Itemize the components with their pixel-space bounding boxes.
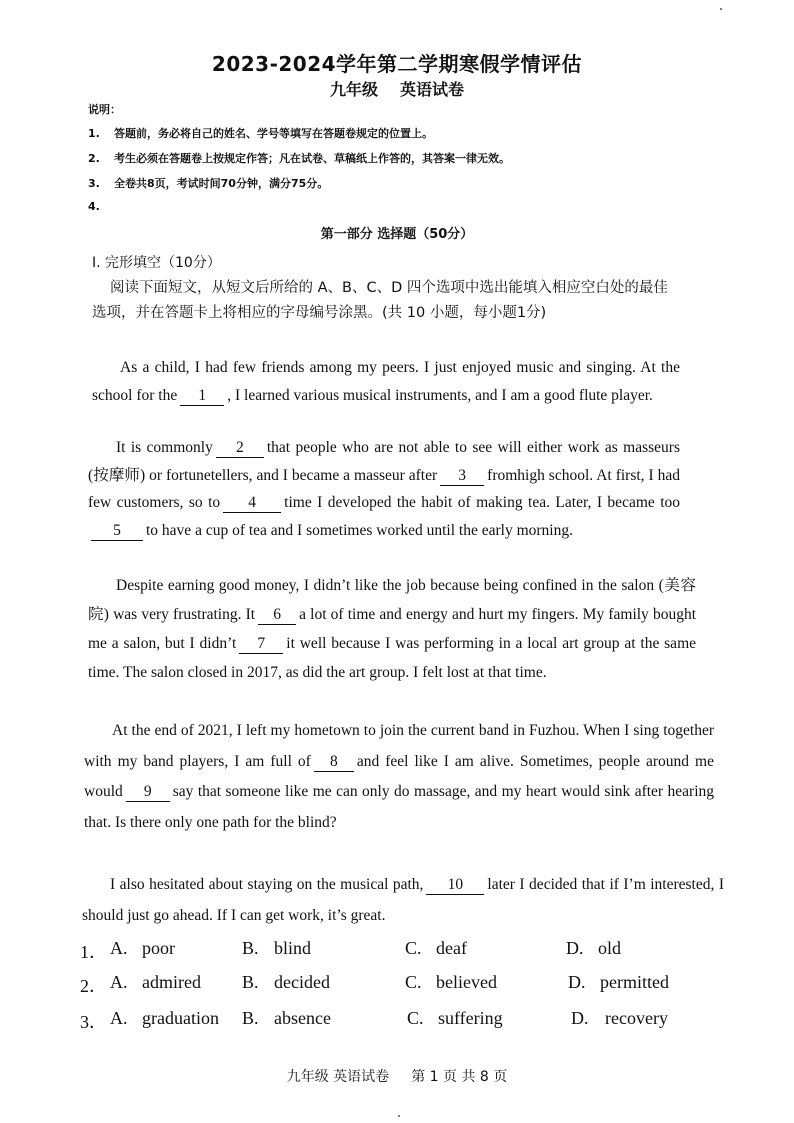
option-letter: B.	[242, 938, 259, 958]
option-text: suffering	[438, 1008, 503, 1028]
question-number: 3．	[80, 1012, 107, 1032]
blank-6: 6	[258, 606, 296, 625]
exam-title: 2023-2024学年第二学期寒假学情评估	[211, 52, 583, 76]
blank-7: 7	[239, 635, 283, 654]
blank-4: 4	[223, 494, 281, 513]
blank-8: 8	[314, 753, 354, 772]
option-text: poor	[142, 938, 175, 958]
question-row	[80, 972, 720, 1002]
blank-9: 9	[126, 783, 170, 802]
blank-3: 3	[440, 467, 484, 486]
passage-paragraph: It is commonly 2 that people who are not able to see will either work as masseurs (按摩师) or fortunetellers, and I became a masseur after 3 fromhigh school. At first, I had few customers, so to 4 time I developed the habit of making tea. Later, I became too5 to have a cup of tea and I sometimes worked until the early morning.	[88, 439, 681, 539]
question-row	[80, 1008, 720, 1038]
blank-1: 1	[180, 387, 224, 406]
scan-speck	[720, 8, 722, 10]
option-letter: C.	[405, 938, 422, 958]
passage-paragraph: As a child, I had few friends among my peers. I just enjoyed music and singing. At the school for the 1 , I learned various musical instruments, and I am a good flute player.	[92, 359, 680, 404]
option-letter: B.	[242, 972, 259, 992]
option-letter: A.	[110, 972, 128, 992]
question-row	[80, 938, 720, 968]
page-footer	[0, 1066, 794, 1086]
note-item: 1. 答题前，务必将自己的姓名、学号等填写在答题卷规定的位置上。	[88, 127, 433, 140]
option-text: believed	[436, 972, 497, 992]
passage-paragraph: Despite earning good money, I didn’t like the job because being confined in the salon (美容院) was very frustrating. It 6 a lot of time and energy and hurt my fingers. My family bought me a salon, but I didn’t 7 it well because I was performing in a local art group at the same time. The salon closed in 2017, as did the art group. I felt lost at that time.	[88, 577, 697, 681]
note-item: 3. 全卷共8页，考试时间70分钟，满分75分。	[88, 177, 329, 190]
subject-label: 英语试卷	[400, 80, 465, 99]
section-directions: 阅读下面短文，从短文后所给的 A、B、C、D 四个选项中选出能填入相应空白处的最佳选项，并在答题卡上将相应的字母编号涂黑。(共 10 小题，每小题1分)	[92, 280, 668, 321]
note-item: 2. 考生必须在答题卷上按规定作答；凡在试卷、草稿纸上作答的，其答案一律无效。	[88, 152, 510, 165]
notes-label: 说明：	[88, 103, 121, 116]
option-text: deaf	[436, 938, 467, 958]
option-text: old	[598, 938, 622, 958]
option-letter: C.	[407, 1008, 424, 1028]
question-number: 2．	[80, 976, 107, 996]
option-letter: A.	[110, 938, 128, 958]
note-item: 4.	[88, 200, 100, 213]
option-text: admired	[142, 972, 201, 992]
option-text: graduation	[142, 1008, 219, 1028]
option-letter: D.	[568, 972, 586, 992]
section-heading: I. 完形填空（10分）	[92, 255, 221, 271]
footer-grade-subject: 九年级 英语试卷	[286, 1069, 390, 1085]
blank-5: 5	[91, 522, 143, 541]
option-text: absence	[274, 1008, 331, 1028]
option-letter: D.	[571, 1008, 589, 1028]
question-number: 1．	[80, 942, 107, 962]
option-letter: C.	[405, 972, 422, 992]
passage-paragraph: I also hesitated about staying on the musical path, 10 later I decided that if I’m interested, I should just go ahead. If I can get work, it’s great.	[82, 876, 724, 924]
option-letter: A.	[110, 1008, 128, 1028]
footer-page-number: 第 1 页 共 8 页	[411, 1069, 508, 1085]
blank-10: 10	[426, 876, 484, 895]
grade-label: 九年级	[329, 80, 378, 99]
scan-speck	[398, 1115, 400, 1117]
part-heading: 第一部分 选择题（50分）	[320, 227, 474, 242]
exam-subtitle	[0, 77, 794, 100]
passage-paragraph: At the end of 2021, I left my hometown to join the current band in Fuzhou. When I sing together with my band players, I am full of 8 and feel like I am alive. Sometimes, people around me would 9 say that someone like me can only do massage, and my heart would sink after hearing that. Is there only one path for the blind?	[84, 722, 714, 831]
option-text: recovery	[605, 1008, 668, 1028]
option-letter: B.	[242, 1008, 259, 1028]
option-text: permitted	[600, 972, 669, 992]
blank-2: 2	[216, 439, 264, 458]
option-letter: D.	[566, 938, 584, 958]
option-text: blind	[274, 938, 312, 958]
option-text: decided	[274, 972, 330, 992]
